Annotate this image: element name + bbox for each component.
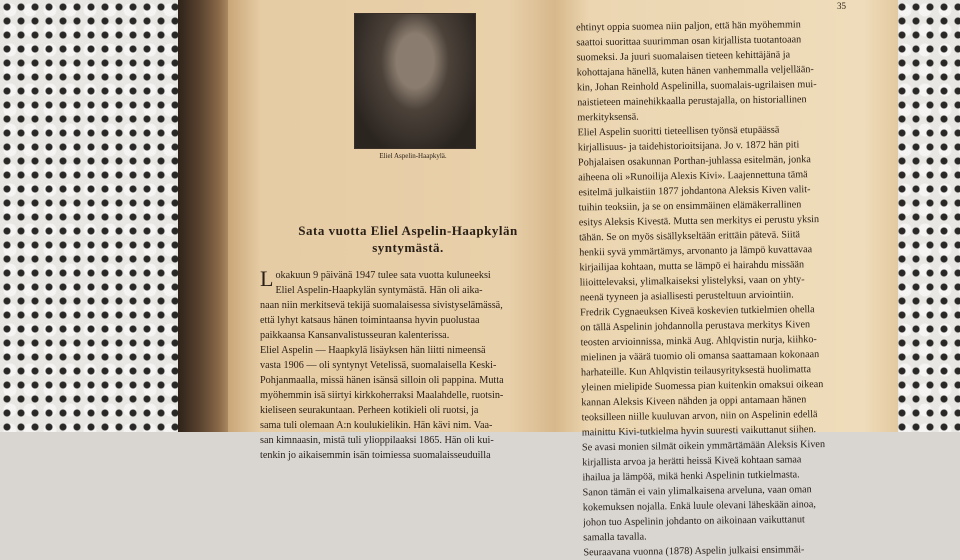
text-line: kin, Johan Reinhold Aspelinilla, suomalais-ugrilaisen mui-	[576, 79, 817, 94]
text-line: tuihin teoksiin, ja se on ensimmäinen elämäkerrallinen	[578, 199, 802, 214]
text-line: merkityksensä.	[577, 111, 639, 124]
text-line: kirjallista arvoa ja herätti heissä Kiveä kohtaan samaa	[582, 454, 802, 469]
right-page	[556, 0, 898, 559]
text-line: mainittu Kivi-tutkielma hyvin suuresti vaikuttanut siihen.	[581, 424, 817, 439]
article-title	[258, 222, 558, 256]
text-line: suomeksi. Ja juuri suomalaisen tieteen kehittäjänä ja	[576, 49, 791, 64]
text-line: myöhemmin isä siirtyi kirkkoherraksi Maalahdelle, ruotsin-	[260, 390, 504, 401]
text-line: paikkaansa Kansanvalistusseuran kalenterissa.	[260, 330, 450, 341]
text-line: sama tuli olemaan A:n koulukielikin. Hän kävi nim. Vaa-	[260, 420, 493, 431]
text-line: vasta 1906 — oli syntynyt Vetelissä, suomalaisella Keski-	[260, 360, 497, 371]
text-line: henkii syvä ymmärtämys, arvonanto ja lämpö kuvattavaa	[579, 244, 813, 259]
text-line: tähän. Se on myös sisällykseltään erittäin pätevä. Siitä	[578, 229, 801, 244]
text-line: Eliel Aspelin — Haapkylä lisäyksen hän liitti nimeensä	[260, 345, 486, 356]
title-line: syntymästä.	[372, 240, 444, 255]
page-number: 35	[837, 1, 846, 11]
lace-tablecloth-right	[895, 0, 960, 432]
text-line: teosten arvioinnissa, minkä Aug. Ahlqvistin nurja, kiihko-	[580, 334, 817, 349]
text-line: ehtinyt oppia suomea niin paljon, että hän myöhemmin	[576, 19, 801, 34]
text-line: aiheena oli »Runoilija Alexis Kivi». Laajennettuna tämä	[578, 169, 808, 184]
text-line: samalla tavalla.	[583, 531, 647, 544]
text-line: okakuun 9 päivänä 1947 tulee sata vuotta kuluneeksi	[275, 270, 491, 281]
portrait-photo	[354, 13, 476, 149]
text-line: kokemuksen nojalla. Enkä luule olevani läheskään ainoa,	[582, 499, 817, 514]
text-line: Pohjanmaalla, missä hänen isänsä silloin oli pappina. Mutta	[260, 375, 504, 386]
right-body-text	[576, 16, 902, 560]
text-line: että lyhyt katsaus hänen toimintaansa hyvin puolustaa	[260, 315, 480, 326]
text-line: Fredrik Cygnaeuksen Kiveä koskevien tutkielmien ohella	[580, 304, 815, 319]
text-line: ihailua ja lämpöä, mikä henki Aspelinin tutkielmasta.	[582, 469, 800, 484]
text-line: Sanon tämän ei vain ylimalkaisena arveluna, vaan oman	[582, 484, 812, 499]
drop-cap: L	[260, 266, 274, 291]
text-line: tenkin jo aikaisemmin isän toimiessa suomalaisseuduilla	[260, 450, 491, 461]
text-line: liioittelevaksi, ylimalkaiseksi ylistelyksi, vaan on yhty-	[579, 274, 805, 289]
text-line: esitelmä julkaistiin 1877 johdantona Aleksis Kiven valit-	[578, 184, 811, 199]
text-line: harhateille. Kun Ahlqvistin teilausyrityksestä huolimatta	[580, 364, 812, 379]
text-line: teoksilleen niille kuuluvan arvon, niin on Aspelinin edellä	[581, 409, 818, 424]
text-line: on tällä Aspelinin johdannolla perustava merkitys Kiven	[580, 319, 811, 334]
text-line: Eliel Aspelin-Haapkylän syntymästä. Hän oli aika-	[275, 285, 483, 296]
text-line: kieliseen seurakuntaan. Perheen kotikieli oli ruotsi, ja	[260, 405, 479, 416]
text-line: mielinen ja väärä tuomio oli omansa saattamaan kokonaan	[580, 349, 820, 364]
text-line: kirjallisuus- ja taidehistorioitsijana. Jo v. 1872 hän piti	[577, 139, 800, 154]
portrait-caption: Eliel Aspelin-Haapkylä.	[379, 152, 447, 160]
text-line: saattoi suorittaa suurimman osan kirjallista tuotantoaan	[576, 34, 802, 49]
text-line: yleinen mielipide Suomessa pian kuitenkin omaksui oikean	[581, 379, 824, 394]
lace-tablecloth-left	[0, 0, 190, 432]
text-line: Se avasi monien silmät oikein ymmärtämään Aleksis Kiven	[581, 439, 826, 454]
text-line: kannan Aleksis Kiveen nähden ja oppi antamaan hänen	[581, 394, 807, 409]
text-line: san kimnaasin, mistä tuli ylioppilaaksi 1865. Hän oli kui-	[260, 435, 494, 446]
book-cover-edge	[178, 0, 233, 432]
text-line: kirjailijaa kohtaan, mutta se lämpö ei hairahdu missään	[579, 259, 805, 274]
text-line: esitys Aleksis Kivestä. Mutta sen merkitys ei perustu yksin	[578, 214, 820, 229]
text-line: Seuraavana vuonna (1878) Aspelin julkaisi ensimmäi-	[583, 544, 805, 559]
text-line: Pohjalaisen osakunnan Porthan-juhlassa esitelmän, jonka	[577, 154, 811, 169]
left-body-text	[260, 268, 555, 463]
text-line: johon tuo Aspelinin johdanto on aikoinaan vaikuttanut	[582, 514, 805, 529]
text-line: naistieteen mainehikkaalla perustajalla, on historiallinen	[577, 94, 807, 109]
text-line: Eliel Aspelin suoritti tieteellisen työnsä etupäässä	[577, 124, 780, 139]
title-line: Sata vuotta Eliel Aspelin-Haapkylän	[298, 223, 518, 238]
text-line: naan niin merkitsevä tekijä suomalaisessa sivistyselämässä,	[260, 300, 503, 311]
left-page	[228, 0, 558, 461]
text-line: neenä tyyneen ja asiallisesti perusteltuun arviointiin.	[579, 289, 794, 304]
text-line: kohottajana hänellä, kuten hänen vanhemmalla veljellään-	[576, 64, 814, 79]
